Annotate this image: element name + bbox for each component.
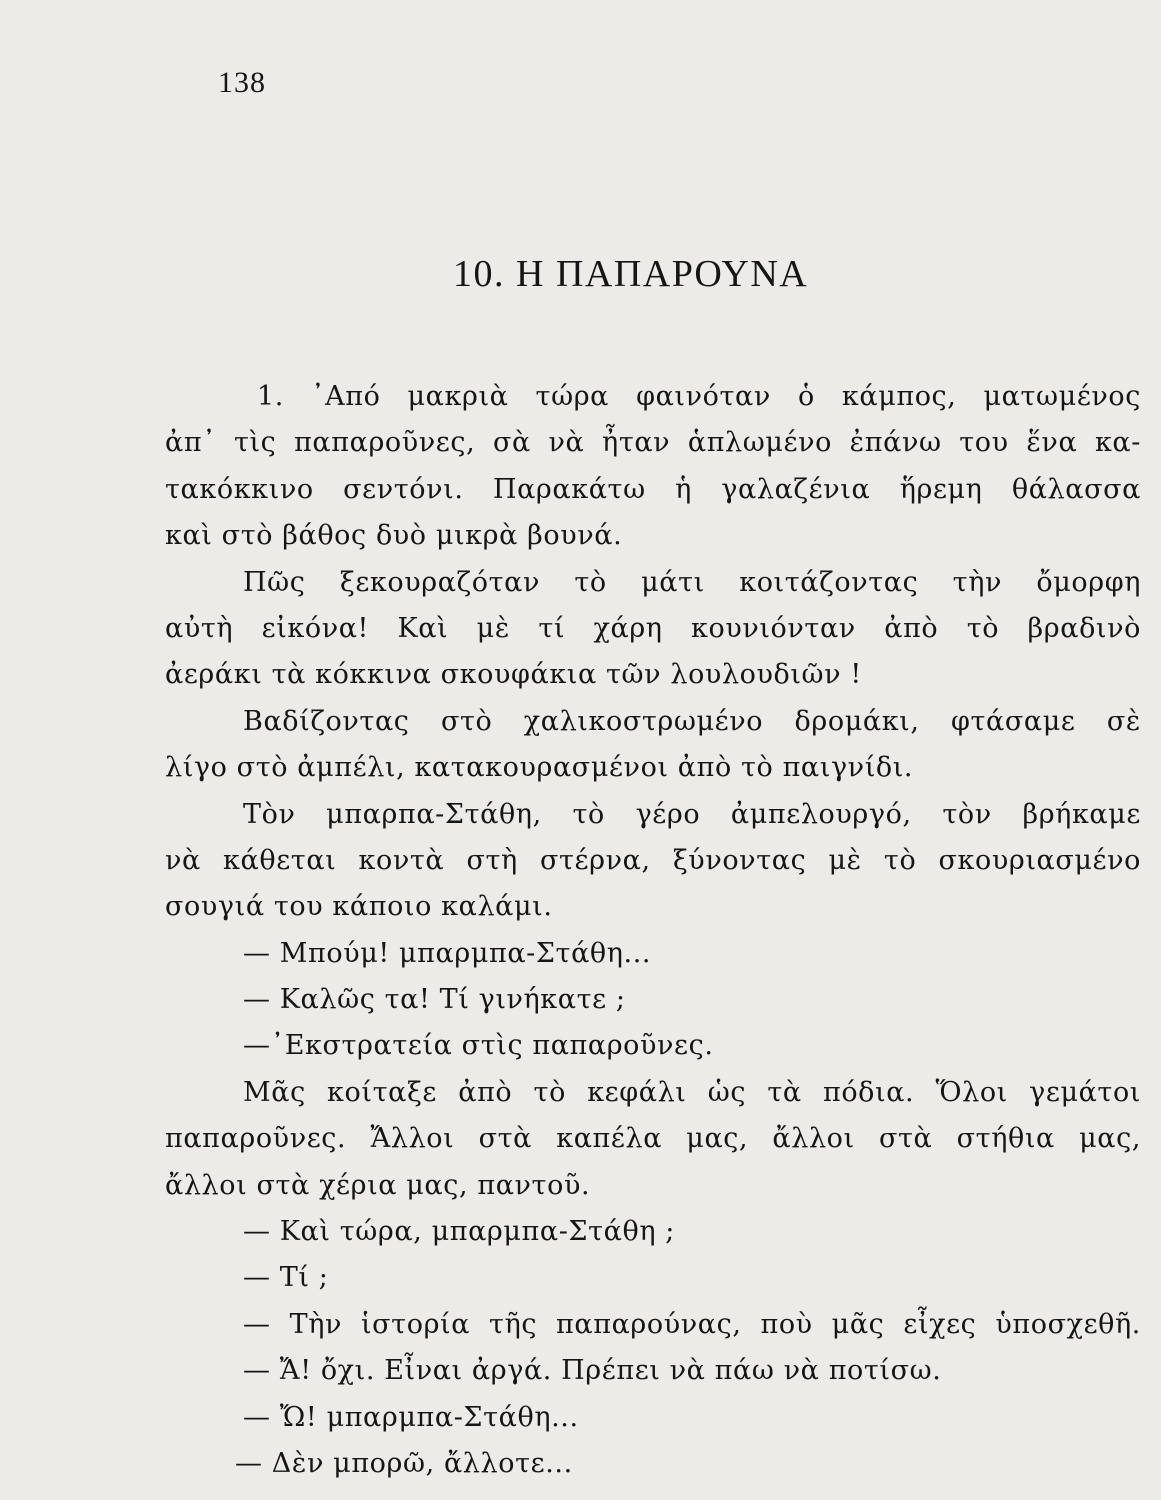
dialogue-line: — Τὴν ἱστορία τῆς παπαρούνας, ποὺ μᾶς εἶχες ὑποσχεθῆ. [243, 1308, 1141, 1340]
dialogue-line: — Ὤ! μπαρμπα-Στάθη... [243, 1401, 579, 1433]
text-line: ἄλλοι στὰ χέρια μας, παντοῦ. [165, 1169, 591, 1201]
text-line: νὰ κάθεται κοντὰ στὴ στέρνα, ξύνοντας μὲ τὸ σκουριασμένο [165, 844, 1141, 876]
text-line: ἀεράκι τὰ κόκκινα σκουφάκια τῶν λουλουδιῶν ! [165, 659, 862, 691]
dialogue-line: —᾿Εκστρατεία στὶς παπαροῦνες. [243, 1030, 714, 1062]
text-line: παπαροῦνες. Ἄλλοι στὰ καπέλα μας, ἄλλοι στὰ στήθια μας, [165, 1123, 1141, 1155]
text-line: Βαδίζοντας στὸ χαλικοστρωμένο δρομάκι, φτάσαμε σὲ [243, 705, 1141, 737]
dialogue-line: — Καὶ τώρα, μπαρμπα-Στάθη ; [243, 1216, 675, 1248]
dialogue-line: — Τί ; [243, 1262, 329, 1294]
text-line: λίγο στὸ ἀμπέλι, κατακουρασμένοι ἀπὸ τὸ παιγνίδι. [165, 752, 914, 784]
dialogue-line: — Μπούμ! μπαρμπα-Στάθη... [243, 937, 652, 969]
text-line: τακόκκινο σεντόνι. Παρακάτω ἡ γαλαζένια ἥρεμη θάλασσα [165, 473, 1141, 505]
text-line: Πῶς ξεκουραζόταν τὸ μάτι κοιτάζοντας τὴν ὄμορφη [243, 566, 1141, 598]
text-line: αὐτὴ εἰκόνα! Καὶ μὲ τί χάρη κουνιόνταν ἀπὸ τὸ βραδινὸ [165, 612, 1141, 644]
dialogue-line: — Ἄ! ὄχι. Εἶναι ἀργά. Πρέπει νὰ πάω νὰ ποτίσω. [243, 1355, 942, 1387]
text-line: ἀπ᾿ τὶς παπαροῦνες, σὰ νὰ ἦταν ἁπλωμένο ἐπάνω του ἕνα κα- [165, 427, 1141, 459]
text-line: καὶ στὸ βάθος δυὸ μικρὰ βουνά. [165, 520, 623, 552]
chapter-title: 10. Η ΠΑΠΑΡΟΥΝΑ [453, 253, 809, 295]
text-line: σουγιά του κάποιο καλάμι. [165, 891, 553, 923]
dialogue-line: — Καλῶς τα! Τί γινήκατε ; [243, 984, 626, 1016]
text-line: 1. ᾿Από μακριὰ τώρα φαινόταν ὁ κάμπος, ματωμένος [257, 381, 1141, 412]
text-line: Τὸν μπαρπα-Στάθη, τὸ γέρο ἀμπελουργό, τὸν βρήκαμε [243, 798, 1141, 830]
text-line: Μᾶς κοίταξε ἀπὸ τὸ κεφάλι ὡς τὰ πόδια. Ὅλοι γεμάτοι [243, 1076, 1141, 1108]
dialogue-line: — Δὲν μπορῶ, ἄλλοτε... [235, 1447, 573, 1479]
page-number: 138 [218, 66, 266, 99]
body-text [165, 374, 1141, 1487]
